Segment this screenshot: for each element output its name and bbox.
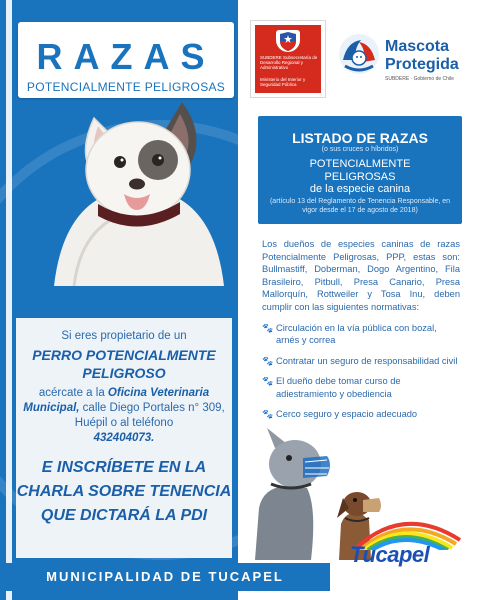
requirements-list bbox=[262, 322, 460, 428]
list-subtitle-line2: PELIGROSAS bbox=[324, 171, 396, 183]
mascota-protegida-logo bbox=[333, 20, 475, 96]
paw-icon: 🐾 bbox=[262, 323, 274, 333]
footer-municipality: MUNICIPALIDAD DE TUCAPEL bbox=[46, 569, 284, 584]
info-highlight bbox=[16, 346, 232, 382]
dog-illustration bbox=[34, 96, 234, 286]
list-note: (o sus cruces o híbridos) bbox=[321, 146, 399, 153]
subdere-logo-block bbox=[255, 25, 321, 93]
office-name: Oficina Veterinaria Municipal, bbox=[23, 387, 210, 414]
list-subtitle bbox=[258, 158, 462, 184]
subdere-label: SUBDERE Subsecretaría de Desarrollo Regional y Administrativo bbox=[260, 55, 318, 70]
mascota-sub-label: SUBDERE · Gobierno de Chile bbox=[385, 76, 454, 82]
ministry-label: Ministerio del Interior y Seguridad Pública bbox=[260, 77, 306, 87]
info-intro: Si eres propietario de un bbox=[61, 330, 187, 342]
tucapel-wordmark: Tucapel bbox=[350, 542, 430, 567]
requirement-text: Cerco seguro y espacio adecuado bbox=[276, 409, 418, 420]
info-text-pre: acércate a la bbox=[38, 387, 108, 399]
list-item bbox=[262, 408, 460, 420]
list-item bbox=[262, 355, 460, 367]
info-highlight-line2: PELIGROSO bbox=[82, 365, 166, 381]
list-subtitle-line1: POTENCIALMENTE bbox=[309, 158, 411, 170]
list-item bbox=[262, 375, 460, 400]
call-to-action: E INSCRÍBETE EN LA CHARLA SOBRE TENENCIA QUE DICTARÁ LA PDI bbox=[16, 459, 232, 524]
breeds-paragraph: Los dueños de especies caninas de razas Potencialmente Peligrosas, PPP, estas son: Bullmastiff, Doberman, Dogo Argentino, Fila Brasileiro, Pitbull, Presa Canario, Presa Mallorquín, Rottweiler y Tosa Inu, deben cumplir con las siguientes normativas: bbox=[262, 239, 460, 312]
protegida-label: Protegida bbox=[385, 56, 459, 73]
paw-icon: 🐾 bbox=[262, 376, 274, 387]
paw-icon: 🐾 bbox=[262, 355, 274, 366]
requirement-text: Contratar un seguro de responsabilidad civil bbox=[276, 355, 458, 366]
list-legal-note: (artículo 13 del Reglamento de Tenencia Responsable, en vigor desde el 17 de agosto de 2018) bbox=[269, 198, 451, 214]
phone-number: 432404073. bbox=[93, 432, 155, 444]
subdere-logo bbox=[250, 20, 326, 98]
info-instructions bbox=[22, 386, 226, 446]
list-subtitle-line3: de la especie canina bbox=[309, 183, 411, 195]
tucapel-logo bbox=[340, 510, 472, 576]
breed-list-header bbox=[258, 116, 462, 224]
pet-hands-icon bbox=[337, 32, 381, 76]
footer-bar bbox=[0, 563, 330, 591]
mascota-label: Mascota bbox=[385, 38, 450, 55]
list-item bbox=[262, 322, 460, 347]
info-highlight-line1: PERRO POTENCIALMENTE bbox=[32, 347, 216, 363]
info-card bbox=[16, 318, 232, 558]
page-subtitle: POTENCIALMENTE PELIGROSAS bbox=[26, 80, 226, 94]
page-title: RAZAS bbox=[36, 36, 216, 77]
list-title: LISTADO DE RAZAS bbox=[292, 130, 428, 146]
info-text-post: calle Diego Portales n° 309, Huépil o al teléfono bbox=[74, 402, 225, 429]
title-card bbox=[18, 22, 234, 98]
coat-of-arms-icon bbox=[276, 30, 300, 52]
paw-icon: 🐾 bbox=[262, 409, 274, 420]
requirement-text: El dueño debe tomar curso de adiestramiento y obediencia bbox=[276, 376, 401, 399]
requirement-text: Circulación en la vía pública con bozal, arnés y correa bbox=[276, 323, 437, 346]
